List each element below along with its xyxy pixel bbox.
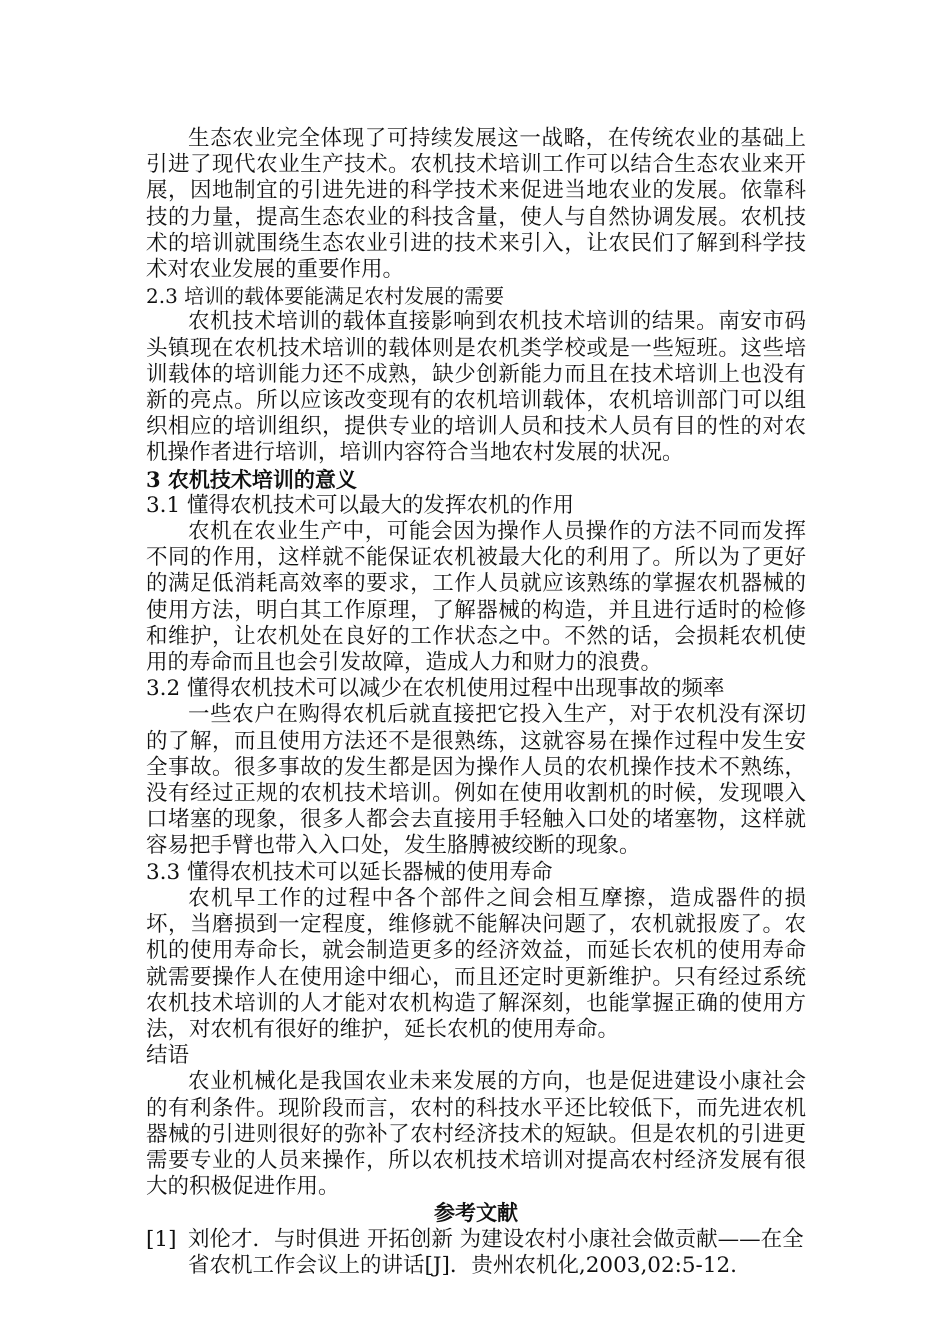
references-title: 参考文献 — [434, 1200, 518, 1226]
section-heading-3-2: 3.2 懂得农机技术可以减少在农机使用过程中出现事故的频率 — [146, 676, 725, 702]
paragraph-machine-role: 农机在农业生产中，可能会因为操作人员操作的方法不同而发挥不同的作用，这样就不能保证农机被最大化的利用了。所以为了更好的满足低消耗高效率的要求，工作人员就应该熟练的掌握农机器械的使用方法，明白其工作原理，了解器械的构造，并且进行适时的检修和维护，让农机处在良好的工作状态之中。不然的话，会损耗农机使用的寿命而且也会引发故障，造成人力和财力的浪费。 — [146, 519, 806, 676]
section-heading-3-3: 3.3 懂得农机技术可以延长器械的使用寿命 — [146, 859, 553, 885]
paragraph-conclusion: 农业机械化是我国农业未来发展的方向，也是促进建设小康社会的有利条件。现阶段而言，农村的科技水平还比较低下，而先进农机器械的引进则很好的弥补了农村经济技术的短缺。但是农机的引进更需要专业的人员来操作，所以农机技术培训对提高农村经济发展有很大的积极促进作用。 — [146, 1069, 806, 1200]
paragraph-service-life: 农机早工作的过程中各个部件之间会相互摩擦，造成器件的损坏，当磨损到一定程度，维修就不能解决问题了，农机就报废了。农机的使用寿命长，就会制造更多的经济效益，而延长农机的使用寿命就需要操作人在使用途中细心，而且还定时更新维护。只有经过系统农机技术培训的人才能对农机构造了解深刻，也能掌握正确的使用方法，对农机有很好的维护，延长农机的使用寿命。 — [146, 885, 806, 1042]
paragraph-ecological-agriculture: 生态农业完全体现了可持续发展这一战略，在传统农业的基础上引进了现代农业生产技术。农机技术培训工作可以结合生态农业来开展，因地制宜的引进先进的科学技术来促进当地农业的发展。依靠科技的力量，提高生态农业的科技含量，使人与自然协调发展。农机技术的培训就围绕生态农业引进的技术来引入，让农民们了解到科学技术对农业发展的重要作用。 — [146, 126, 806, 283]
section-heading-3-1: 3.1 懂得农机技术可以最大的发挥农机的作用 — [146, 492, 575, 518]
reference-text: 刘伦才．与时俱进 开拓创新 为建设农村小康社会做贡献——在全省农机工作会议上的讲话[J]．贵州农机化,2003,02:5-12. — [188, 1226, 804, 1278]
document-page — [146, 126, 806, 1279]
reference-number: [1] — [146, 1226, 177, 1252]
paragraph-accident-reduction: 一些农户在购得农机后就直接把它投入生产，对于农机没有深切的了解，而且使用方法还不是很熟练，这就容易在操作过程中发生安全事故。很多事故的发生都是因为操作人员的农机操作技术不熟练，没有经过正规的农机技术培训。例如在使用收割机的时候，发现喂入口堵塞的现象，很多人都会去直接用手轻触入口处的堵塞物，这样就容易把手臂也带入入口处，发生胳膊被绞断的现象。 — [146, 702, 806, 859]
section-heading-2-3: 2.3 培训的载体要能满足农村发展的需要 — [146, 284, 505, 309]
reference-item — [146, 1227, 806, 1279]
section-heading-conclusion: 结语 — [146, 1043, 190, 1069]
paragraph-training-carrier: 农机技术培训的载体直接影响到农机技术培训的结果。南安市码头镇现在农机技术培训的载体则是农机类学校或是一些短班。这些培训载体的培训能力还不成熟，缺少创新能力而且在技术培训上也没有新的亮点。所以应该改变现有的农机培训载体，农机培训部门可以组织相应的培训组织，提供专业的培训人员和技术人员有目的性的对农机操作者进行培训，培训内容符合当地农村发展的状况。 — [146, 309, 806, 466]
section-heading-3: 3 农机技术培训的意义 — [146, 466, 357, 492]
